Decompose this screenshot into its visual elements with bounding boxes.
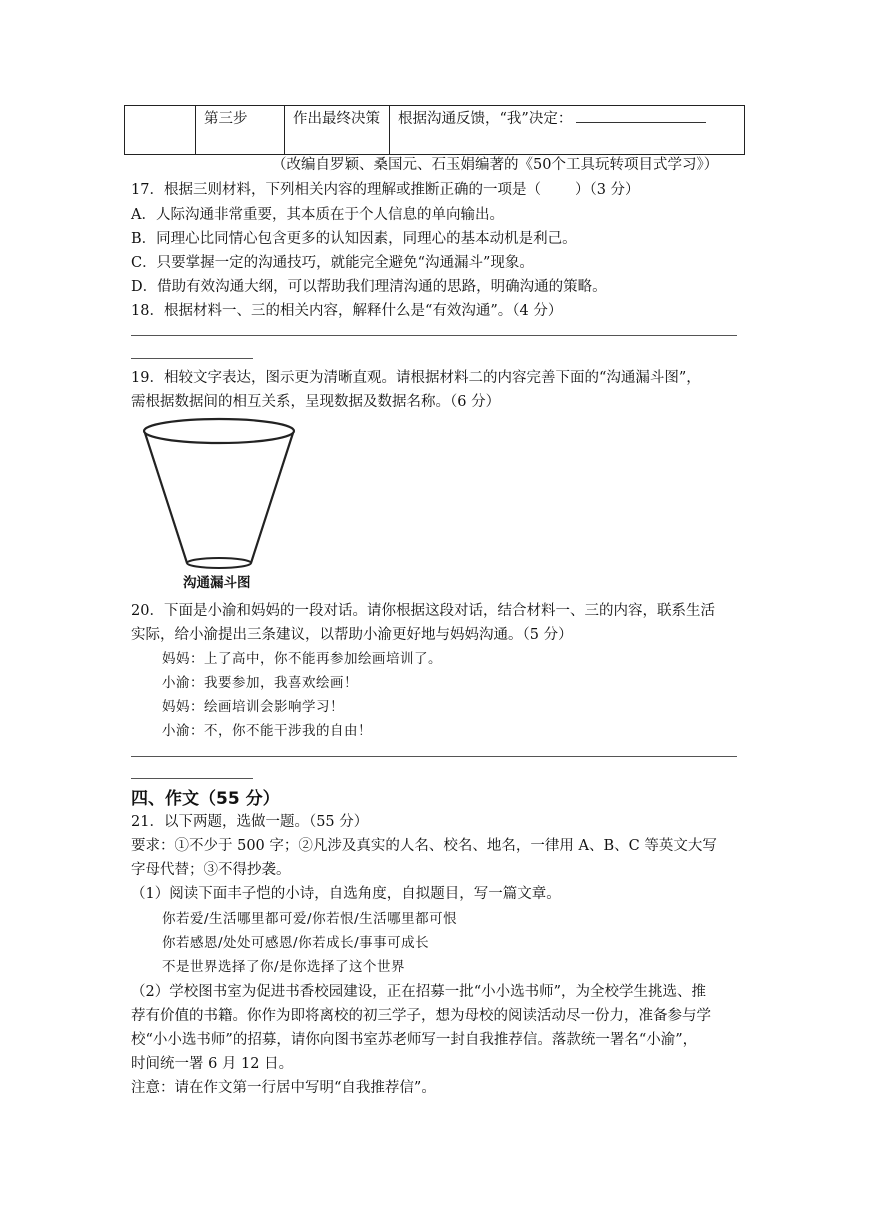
dialogue-line: 妈妈：上了高中，你不能再参加绘画培训了。 (162, 651, 442, 667)
table-cell-content (390, 106, 745, 155)
table-content-text: 根据沟通反馈，“我”决定： (398, 111, 573, 127)
funnel-right-side (251, 433, 293, 563)
question-18: 18．根据材料一、三的相关内容，解释什么是“有效沟通”。（4 分） (131, 303, 563, 319)
prompt-1: （1）阅读下面丰子恺的小诗，自选角度，自拟题目，写一篇文章。 (131, 886, 561, 902)
question-21: 21．以下两题，选做一题。（55 分） (131, 814, 369, 830)
table-cell-step: 第三步 (196, 106, 285, 155)
question-17-stem (131, 178, 640, 199)
option-c: C．只要掌握一定的沟通技巧，就能完全避免“沟通漏斗”现象。 (131, 255, 534, 271)
requirements-line2: 字母代替；③不得抄袭。 (131, 862, 291, 878)
funnel-left-side (145, 433, 187, 563)
answer-blank[interactable] (576, 108, 706, 123)
question-20-line1: 20．下面是小渝和妈妈的一段对话。请你根据这段对话，结合材料一、三的内容，联系生活 (131, 603, 715, 619)
prompt-2-line4: 时间统一署 6 月 12 日。 (131, 1056, 294, 1072)
note: 注意：请在作文第一行居中写明“自我推荐信”。 (131, 1080, 436, 1096)
answer-line[interactable] (131, 335, 737, 336)
prompt-2-line3: 校“小小选书师”的招募，请你向图书室苏老师写一封自我推荐信。落款统一署名“小渝”， (131, 1032, 698, 1048)
funnel-bottom-rim (187, 558, 251, 568)
answer-line[interactable] (131, 756, 737, 757)
section-heading: 四、作文（55 分） (131, 789, 280, 809)
table-cell-action: 作出最终决策 (285, 106, 390, 155)
answer-line[interactable] (131, 358, 253, 359)
prompt-2-line2: 荐有价值的书籍。你作为即将离校的初三学子，想为母校的阅读活动尽一份力，准备参与学 (131, 1008, 711, 1024)
dialogue-line: 妈妈：绘画培训会影响学习！ (162, 699, 344, 715)
requirements-line1: 要求：①不少于 500 字；②凡涉及真实的人名、校名、地名，一律用 A、B、C 等英文大写 (131, 838, 717, 854)
dialogue-line: 小渝：不，你不能干涉我的自由！ (162, 723, 372, 739)
table-cell-empty (125, 106, 196, 155)
dialogue-line: 小渝：我要参加，我喜欢绘画！ (162, 675, 358, 691)
option-d: D．借助有效沟通大纲，可以帮助我们理清沟通的思路，明确沟通的策略。 (131, 279, 607, 295)
question-17-stem-b: ）（3 分） (574, 182, 640, 198)
source-citation: （改编自罗颖、桑国元、石玉娟编著的《50个工具玩转项目式学习》） (272, 157, 719, 173)
communication-funnel-diagram (131, 412, 311, 594)
option-b: B．同理心比同情心包含更多的认知因素，同理心的基本动机是利己。 (131, 231, 577, 247)
table-row (125, 106, 745, 155)
answer-line[interactable] (131, 778, 253, 779)
question-17-stem-a: 17．根据三则材料，下列相关内容的理解或推断正确的一项是（ (131, 182, 541, 198)
poem-line: 你若爱/生活哪里都可爱/你若恨/生活哪里都可恨 (162, 911, 458, 927)
funnel-caption: 沟通漏斗图 (183, 575, 251, 591)
question-19-line1: 19．相较文字表达，图示更为清晰直观。请根据材料二的内容完善下面的“沟通漏斗图”， (131, 370, 701, 386)
poem-line: 你若感恩/处处可感恩/你若成长/事事可成长 (162, 935, 430, 951)
prompt-2-line1: （2）学校图书室为促进书香校园建设，正在招募一批“小小选书师”，为全校学生挑选、推 (131, 984, 707, 1000)
option-a: A．人际沟通非常重要，其本质在于个人信息的单向输出。 (131, 207, 504, 223)
funnel-top-rim (144, 419, 294, 443)
question-20-line2: 实际，给小渝提出三条建议，以帮助小渝更好地与妈妈沟通。（5 分） (131, 627, 573, 643)
question-19-line2: 需根据数据间的相互关系，呈现数据及数据名称。（6 分） (131, 394, 501, 410)
poem-line: 不是世界选择了你/是你选择了这个世界 (162, 959, 406, 975)
steps-table (124, 105, 745, 155)
